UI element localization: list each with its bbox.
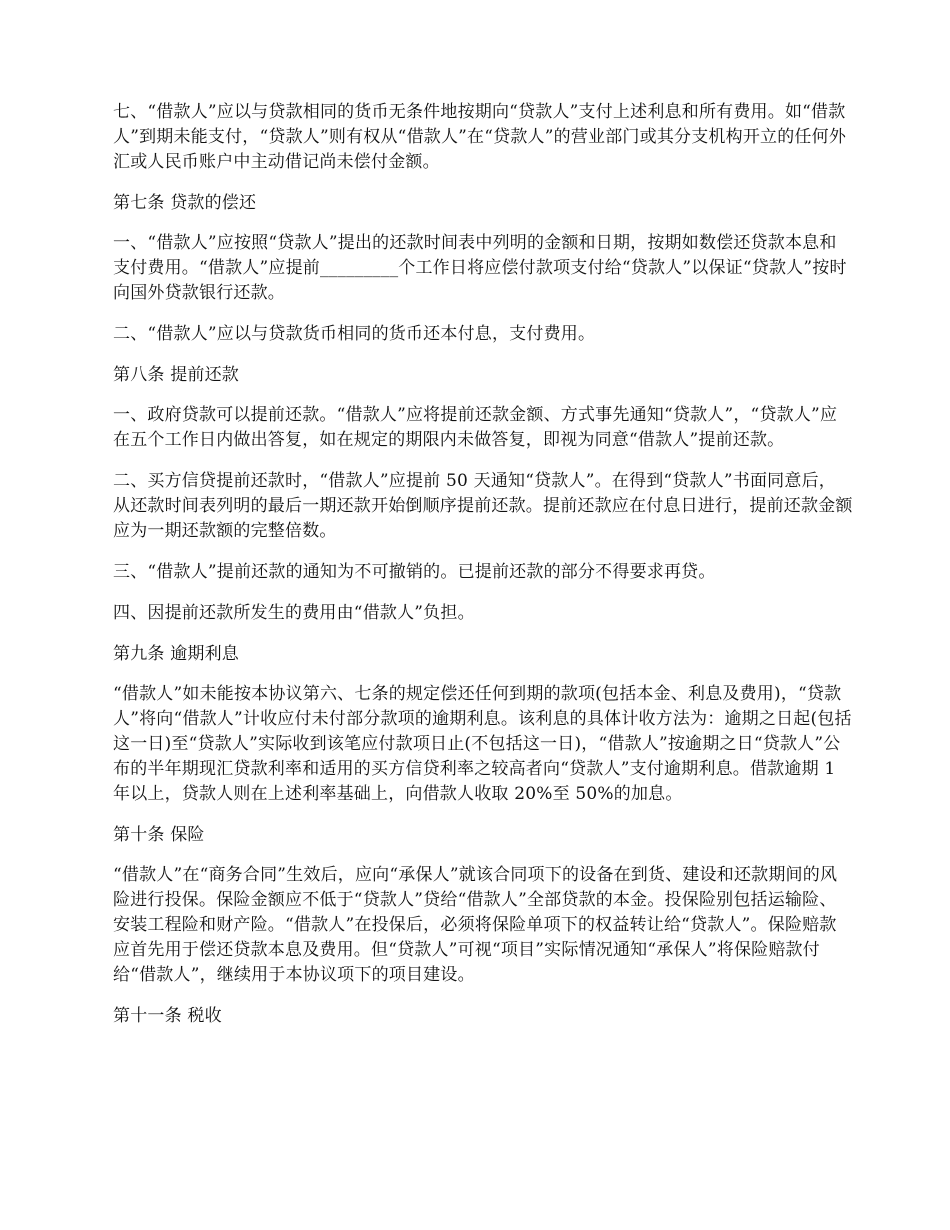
- article-8-item-1: 一、政府贷款可以提前还款。“借款人”应将提前还款金额、方式事先通知“贷款人”，“贷款人”应在五个工作日内做出答复，如在规定的期限内未做答复，即视为同意“借款人”提前还款。: [113, 405, 838, 450]
- article-8-heading: 第八条 提前还款: [113, 365, 240, 385]
- article-7-heading: 第七条 贷款的偿还: [113, 193, 257, 213]
- article-7-item-1: 一、“借款人”应按照“贷款人”提出的还款时间表中列明的金额和日期，按期如数偿还贷款本息和支付费用。“借款人”应提前_________个工作日将应偿付款项支付给“贷款人”以保证“贷款人”按时向国外贷款银行还款。: [113, 233, 847, 303]
- article-8-item-2: 二、买方信贷提前还款时，“借款人”应提前 50 天通知“贷款人”。在得到“贷款人”书面同意后，从还款时间表列明的最后一期还款开始倒顺序提前还款。提前还款应在付息日进行，提前还款金额应为一期还款额的完整倍数。: [113, 471, 853, 541]
- document-page: [113, 100, 853, 1044]
- article-7-item-2: 二、“借款人”应以与贷款货币相同的货币还本付息，支付费用。: [113, 324, 596, 344]
- article-8-item-3: 三、“借款人”提前还款的通知为不可撤销的。已提前还款的部分不得要求再贷。: [113, 562, 716, 582]
- article-9-heading: 第九条 逾期利息: [113, 644, 240, 664]
- article-9-paragraph: “借款人”如未能按本协议第六、七条的规定偿还任何到期的款项(包括本金、利息及费用)，“贷款人”将向“借款人”计收应付未付部分款项的逾期利息。该利息的具体计收方法为：逾期之日起(包括这一日)至“贷款人”实际收到该笔应付款项日止(不包括这一日)，“借款人”按逾期之日“贷款人”公布的半年期现汇贷款利率和适用的买方信贷利率之较高者向“贷款人”支付逾期利息。借款逾期 1 年以上，贷款人则在上述利率基础上，向借款人收取 20%至 50%的加息。: [113, 684, 852, 804]
- article-8-item-4: 四、因提前还款所发生的费用由“借款人”负担。: [113, 603, 475, 623]
- article-10-paragraph: “借款人”在“商务合同”生效后，应向“承保人”就该合同项下的设备在到货、建设和还款期间的风险进行投保。保险金额应不低于“贷款人”贷给“借款人”全部贷款的本金。投保险别包括运输险、安装工程险和财产险。“借款人”在投保后，必须将保险单项下的权益转让给“贷款人”。保险赔款应首先用于偿还贷款本息及费用。但“贷款人”可视“项目”实际情况通知“承保人”将保险赔款付给“借款人”，继续用于本协议项下的项目建设。: [113, 865, 838, 985]
- clause-7-paragraph: 七、“借款人”应以与贷款相同的货币无条件地按期向“贷款人”支付上述利息和所有费用。如“借款人”到期未能支付，“贷款人”则有权从“借款人”在“贷款人”的营业部门或其分支机构开立的任何外汇或人民币账户中主动借记尚未偿付金额。: [113, 102, 847, 172]
- article-11-heading: 第十一条 税收: [113, 1006, 222, 1026]
- article-10-heading: 第十条 保险: [113, 825, 205, 845]
